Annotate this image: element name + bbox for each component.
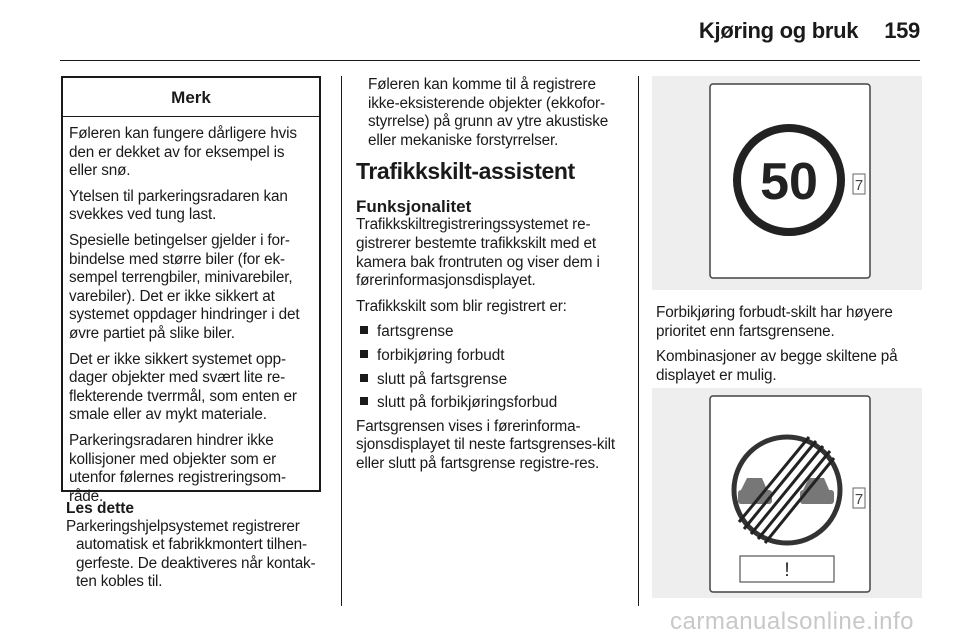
les-dette-text [66,518,328,592]
bullet-icon [360,326,368,334]
list-item-label: forbikjøring forbudt [377,346,505,364]
page-number: 159 [884,18,920,43]
list-item-label: slutt på fartsgrense [377,370,508,388]
note-paragraph: Føleren kan fungere dårligere hvis den er dekket av for eksempel is eller snø. [69,125,297,180]
note-paragraph: Ytelsen til parkeringsradaren kan svekkes ved tung last. [69,187,288,224]
section-heading: Trafikkskilt-assistent [356,158,575,185]
watermark: carmanualsonline.info [670,608,914,635]
body-paragraph: Trafikkskiltregistreringssystemet re-gistrerer bestemte trafikkskilt med et kamera bak frontruten og viser dem i førerinformasjonsdisplayet. [356,216,600,290]
note-body [63,117,319,506]
list-item [360,323,628,342]
bullet-icon [360,397,368,405]
list-item [360,394,628,413]
section-title: Kjøring og bruk [698,18,859,43]
les-dette-title: Les dette [66,500,135,517]
body-paragraph: Fartsgrensen vises i førerinforma-sjonsdisplayet til neste fartsgrenses-kilt eller slutt på fartsgrense registre-res. [356,417,615,472]
list-item [360,347,628,366]
list-item-label: slutt på forbikjøringsforbud [377,394,558,412]
intro-paragraph: Føleren kan komme til å registrere ikke-eksisterende objekter (ekkofor-styrrelse) på grunn av ytre akustiske eller mekaniske forstyrrelser. [368,76,609,149]
list-item [360,371,628,390]
body-paragraph: Kombinasjoner av begge skiltene på displayet er mulig. [656,348,898,384]
les-dette-line: gerfeste. De deaktiveres når kontak- [76,554,316,572]
note-box [61,76,321,505]
column-divider [638,76,639,606]
small-label: 7 [854,491,864,508]
les-dette-line: ten kobles til. [76,573,163,591]
column-3-text [656,304,926,392]
note-paragraph: Parkeringsradaren hindrer ikke kollisjoner med objekter som er utenfor følernes registreringsom-råde. [69,431,286,505]
body-paragraph: Trafikkskilt som blir registrert er: [356,297,567,315]
sign-list [356,323,628,412]
column-2 [356,76,628,481]
body-paragraph: Forbikjøring forbudt-skilt har høyere prioritet enn fartsgrensene. [656,304,893,340]
note-paragraph: Spesielle betingelser gjelder i for-bindelse med større biler (for ek-sempel terrengbiler, minivarebiler, varebiler). Det er ikke sikkert at systemet oppdager hindringer i det øvre partiet på slike biler. [69,231,300,342]
small-label: 7 [854,177,864,194]
page-header [699,18,920,44]
column-divider [341,76,342,606]
speed-limit-illustration [652,76,922,290]
note-title: Merk [63,78,319,117]
list-item-label: fartsgrense [377,323,454,341]
subheading: Funksjonalitet [356,197,472,217]
speed-limit-sign-graphic [652,76,922,290]
end-no-overtaking-sign-graphic [652,388,922,598]
exclamation-mark: ! [784,560,790,581]
header-rule [60,60,920,61]
bullet-icon [360,350,368,358]
bullet-icon [360,374,368,382]
les-dette-block [66,500,328,592]
note-paragraph: Det er ikke sikkert systemet opp-dager objekter med svært lite re-flekterende tverrmål, som enten er smale eller av mykt materiale. [69,350,297,424]
end-no-overtaking-illustration [652,388,922,598]
les-dette-line: automatisk et fabrikkmontert tilhen- [76,536,307,554]
les-dette-line: Parkeringshjelpsystemet registrerer [66,518,300,535]
speed-value: 50 [760,153,818,211]
